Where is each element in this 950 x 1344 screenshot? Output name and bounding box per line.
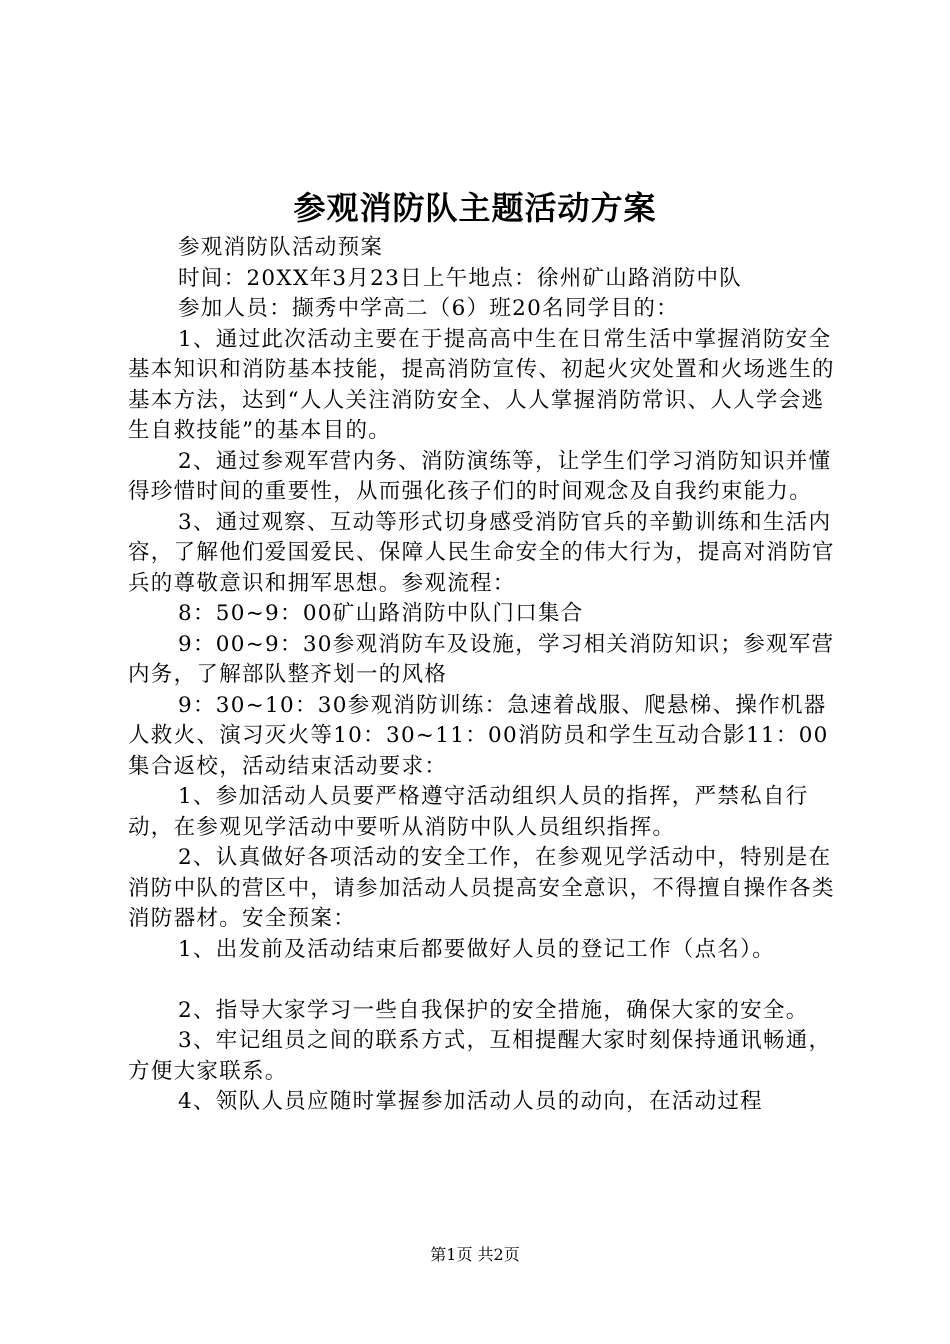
paragraph: 2、指导大家学习一些自我保护的安全措施，确保大家的安全。 (178, 997, 809, 1023)
document-body (128, 233, 836, 1118)
paragraph: 3、牢记组员之间的联系方式，互相提醒大家时刻保持通讯畅通，方便大家联系。 (128, 1028, 832, 1084)
paragraph: 2、认真做好各项活动的安全工作，在参观见学活动中，特别是在消防中队的营区中，请参加活动人员提高安全意识，不得擅自操作各类消防器材。安全预案： (128, 845, 835, 931)
paragraph: 4、领队人员应随时掌握参加活动人员的动向，在活动过程 (178, 1089, 763, 1114)
document-title: 参观消防队主题活动方案 (293, 189, 657, 227)
paragraph: 2、通过参观军营内务、消防演练等，让学生们学习消防知识并懂得珍惜时间的重要性，从而强化孩子们的时间观念及自我约束能力。 (128, 448, 832, 504)
paragraph: 8：50~9：00矿山路消防中队门口集合 (178, 601, 584, 626)
paragraph: 参观消防队活动预案 (178, 235, 384, 260)
paragraph: 9：00~9：30参观消防车及设施，学习相关消防知识；参观军营内务，了解部队整齐划一的风格 (128, 631, 835, 687)
paragraph: 9：30~10：30参观消防训练：急速着战服、爬悬梯、操作机器人救火、演习灭火等10：30~11：00消防员和学生互动合影11：00集合返校，活动结束活动要求： (128, 692, 829, 779)
paragraph: 1、参加活动人员要严格遵守活动组织人员的指挥，严禁私自行动，在参观见学活动中要听从消防中队人员组织指挥。 (128, 784, 809, 840)
paragraph: 1、出发前及活动结束后都要做好人员的登记工作（点名）。 (178, 936, 776, 962)
paragraph: 时间：20XX年3月23日上午地点：徐州矿山路消防中队 (178, 265, 743, 291)
paragraph: 1、通过此次活动主要在于提高高中生在日常生活中掌握消防安全基本知识和消防基本技能，提高消防宣传、初起火灾处置和火场逃生的基本方法，达到“人人关注消防安全、人人掌握消防常识、人人学会逃生自救技能”的基本目的。 (128, 326, 835, 443)
paragraph: 3、通过观察、互动等形式切身感受消防官兵的辛勤训练和生活内容，了解他们爱国爱民、保障人民生命安全的伟大行为，提高对消防官兵的尊敬意识和拥军思想。参观流程： (128, 509, 835, 596)
page-footer: 第1页 共2页 (430, 1245, 520, 1264)
paragraph: 参加人员：撷秀中学高二（6）班20名同学目的： (178, 296, 679, 321)
